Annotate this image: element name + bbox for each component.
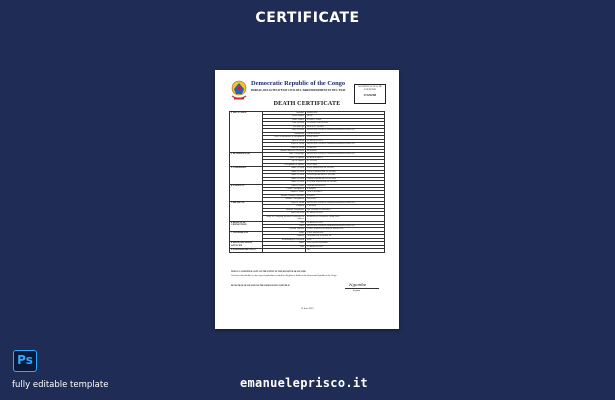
field-label: Date Last Seen	[263, 212, 306, 215]
field-label: Date of Marriage	[263, 153, 306, 156]
field-label: Cause of Death	[263, 201, 306, 204]
issuing-authority: REGISTRAR OF DEATHS OF THE DEMOCRATIC REPUBLIC	[231, 285, 291, 287]
field-value: DAVID MUKENDI 31 YEARS	[306, 174, 385, 177]
field-value: 3 WEEKS	[306, 205, 385, 208]
field-value: TEACHER	[306, 163, 385, 166]
section-heading: 9 ENDORSEMENT(S)	[230, 249, 263, 252]
field-value: SON	[306, 238, 385, 241]
field-label: Name of Child	[263, 174, 306, 177]
field-label: Date of Birth	[263, 122, 306, 125]
field-label: Date	[263, 245, 306, 248]
field-value: 15 MARCH 2023	[306, 245, 385, 248]
field-label: Mother's Occupation	[263, 198, 306, 201]
field-label: Place of Death	[263, 143, 306, 146]
field-value: KABILA AIMÉ	[306, 118, 385, 121]
field-value: 10 MARCH 2023	[306, 221, 385, 224]
field-label: Mother's Maiden Surname	[263, 194, 306, 197]
field-label: Date of Death	[263, 139, 306, 142]
field-label: Cause of Death	[263, 146, 306, 149]
field-value: REGISTER CONGO-TSHOPO/DOSSIER LIBALAS	[306, 224, 385, 227]
field-label: Age of Spouse	[263, 160, 306, 163]
register-table	[229, 111, 385, 253]
field-value: SAINT JOSEPH FUNERAL SERVICES	[306, 228, 385, 231]
field-value: ENGINEER	[306, 136, 385, 139]
coat-of-arms-emblem	[229, 80, 249, 102]
field-value: CONGOLESE	[306, 132, 385, 135]
section-heading: 7 INFORMANT	[230, 231, 263, 241]
field-label: Address	[263, 235, 306, 238]
field-value: 03 MARCH 2023	[306, 139, 385, 142]
field-value: ESTHER MUKENDI 24 YEARS	[306, 181, 385, 184]
field-value: ANDRÉ MUKENDI	[306, 184, 385, 187]
field-label: Relationship to Deceased	[263, 238, 306, 241]
field-label: Name of Certifying Medical Practitioner & Address	[263, 215, 306, 221]
field-label: Name of Spouse	[263, 156, 306, 159]
field-label: Duration	[263, 205, 306, 208]
field-value: REGISTER CONGO-TSHOPO/DOSSIER LIBALAS	[306, 143, 385, 146]
field-label: Nationality	[263, 132, 306, 135]
field-label: Name of Child	[263, 181, 306, 184]
field-value: MUKENDI	[306, 112, 385, 115]
field-value: PAUL MUKENDI 38 YEARS	[306, 167, 385, 170]
table-row	[230, 249, 385, 252]
field-label: Funeral Director	[263, 228, 306, 231]
field-label: Place of Residence & Occupation	[263, 136, 306, 139]
page-heading: CERTIFICATE	[255, 10, 360, 26]
certified-copy-notice: THIS IS A CERTIFIED COPY OF THE ENTRY IN THE REGISTER OF DEATHS	[231, 271, 306, 273]
registrar-label: Registrar	[353, 290, 361, 292]
field-label: Given Names	[263, 115, 306, 118]
stamp-label: NO ENTRY & SEAL DE L'OFFICIER	[358, 86, 382, 91]
field-label: Name	[263, 231, 306, 234]
stamp-number: 27/GM/465	[363, 94, 377, 97]
field-value: JEAN	[306, 115, 385, 118]
field-label: Place of Birth	[263, 129, 306, 132]
field-value: REGISTER CONGO-TSHOPO/DOSSIER LIBALAS	[306, 129, 385, 132]
field-value: REGISTER CONGO-TSHOPO/DOSSIER LIBALAS	[306, 201, 385, 204]
issue-date: 15 June 2023	[300, 307, 314, 310]
signature-line	[345, 288, 379, 289]
registrar-signature: Ngombe	[349, 282, 367, 287]
field-label	[263, 249, 306, 252]
document-title: DEATH CERTIFICATE	[273, 101, 341, 107]
field-label: Marital Status of Deceased	[263, 149, 306, 152]
template-tagline: fully editable template	[12, 380, 109, 390]
field-label: Father's Occupation	[263, 187, 306, 190]
section-heading: 1 DECEASED	[230, 112, 263, 153]
field-value: ALICE KABILA	[306, 191, 385, 194]
photoshop-icon: Ps	[13, 350, 37, 372]
section-heading: 2 MARRIAGE(S)	[230, 153, 263, 167]
field-value: GRACE MUKENDI 35 YEARS	[306, 170, 385, 173]
field-label: Date	[263, 221, 306, 224]
field-value: TRADER	[306, 198, 385, 201]
section-heading: 6 BURIAL or CREMATION	[230, 221, 263, 231]
section-heading: 8 REGISTRATION OFFICER	[230, 242, 263, 249]
field-label: Place	[263, 224, 306, 227]
field-label: Sex and Age	[263, 125, 306, 128]
field-label: Surname	[263, 112, 306, 115]
field-value: FRANÇOIS NGOMBE	[306, 242, 385, 245]
field-value: MARIE KABILA	[306, 156, 385, 159]
section-heading: 3 CHILDREN	[230, 167, 263, 184]
field-value: CARDIAC	[306, 146, 385, 149]
field-value: PAUL MUKENDI	[306, 231, 385, 234]
country-name: Democratic Republic of the Congo	[251, 80, 346, 87]
field-label: Name of Child	[263, 167, 306, 170]
field-value: JOSEPH MUKENDI 28 YEARS	[306, 177, 385, 180]
field-label: Other Names	[263, 118, 306, 121]
bureau-name: BUREAU, DES ACTES D'ETAT CIVIL DE L'ARRONDISSEMENT ET DE L'ETAT	[251, 89, 346, 92]
field-value: 01 MARCH 2023	[306, 212, 385, 215]
field-value: REGISTER CONGO-TSHOPO/DOSSIER LIBALAS	[306, 153, 385, 156]
field-value: Nil	[306, 249, 385, 252]
field-label: Father's Name	[263, 184, 306, 187]
section-heading: 5 MEDICAL	[230, 201, 263, 221]
section-heading: 4 PARENTS	[230, 184, 263, 201]
field-value: 61 YEARS	[306, 160, 385, 163]
field-value: FARMER	[306, 187, 385, 190]
field-label: Name of Child	[263, 170, 306, 173]
field-value: KABILA	[306, 194, 385, 197]
website-link[interactable]: emanueleprisco.it	[240, 376, 368, 390]
field-label: Occupation of Spouse	[263, 163, 306, 166]
field-label: Name	[263, 242, 306, 245]
field-label: Name of Child	[263, 177, 306, 180]
field-label: Medical Practitioner	[263, 208, 306, 211]
field-value: KINSHASA GENERAL HOSPITAL	[306, 215, 385, 221]
field-value: MARRIED	[306, 149, 385, 152]
field-value: AVENUE DE LA PAIX 14	[306, 235, 385, 238]
field-value: DR. PIERRE LUMUMBA	[306, 208, 385, 211]
field-value: 12 APRIL 1956 KASAI	[306, 122, 385, 125]
field-value: MALE 67 YEARS	[306, 125, 385, 128]
certificate-preview	[215, 70, 399, 329]
field-label: Mother's Name	[263, 191, 306, 194]
certification-statement: I hereby certify that this is a true copy of particulars recorded in a Register of Deaths in the Democratic Republic of the Congo.	[231, 275, 337, 277]
